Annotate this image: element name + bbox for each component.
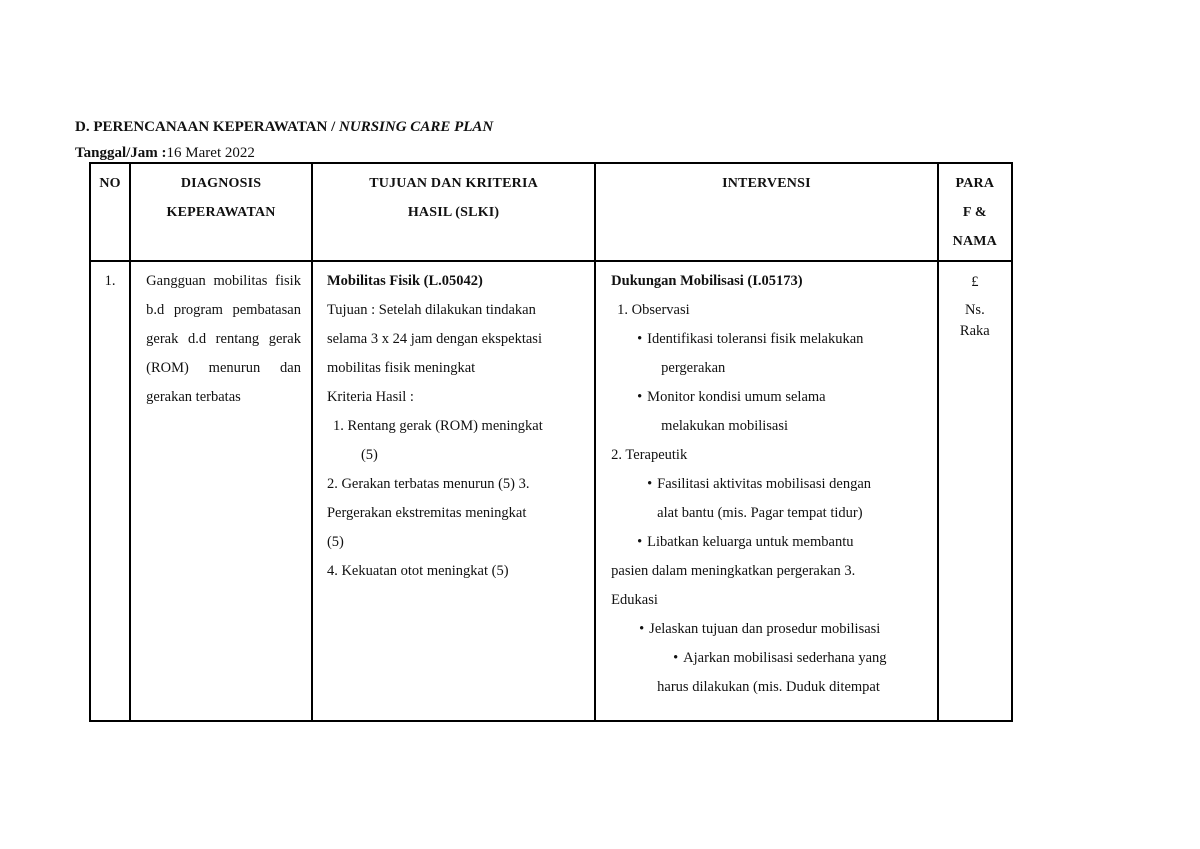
kriteria-item: 2. Gerakan terbatas menurun (5) 3. <box>326 476 530 492</box>
intervensi-title: Dukungan Mobilisasi (I.05173) <box>611 273 803 289</box>
bullet-text: Libatkan keluarga untuk membantu <box>647 534 854 550</box>
bullet-icon: • <box>637 389 643 405</box>
tujuan-text-line: Tujuan : Setelah dilakukan tindakan <box>326 302 536 318</box>
tujuan-text-line: mobilitas fisik meningkat <box>326 360 476 376</box>
intervensi-section-edukasi: Edukasi <box>611 592 658 608</box>
bullet-text: Jelaskan tujuan dan prosedur mobilisasi <box>649 621 881 637</box>
bullet-icon: • <box>637 331 643 347</box>
kriteria-label: Kriteria Hasil : <box>326 389 414 405</box>
kriteria-item: 1. Rentang gerak (ROM) meningkat <box>332 418 543 434</box>
bullet-text: pasien dalam meningkatkan pergerakan 3. <box>611 563 856 579</box>
bullet-text: melakukan mobilisasi <box>661 418 789 434</box>
kriteria-item: (5) <box>326 534 344 550</box>
section-heading <box>75 119 493 136</box>
diagnosis-text: Gangguan mobilitas fisik b.d program pembatasan gerak d.d rentang gerak (ROM) menurun dan gerakan terbatas <box>146 273 301 405</box>
date-value: 16 Maret 2022 <box>166 145 255 161</box>
intervensi-section-observasi: 1. Observasi <box>617 302 690 318</box>
bullet-text: alat bantu (mis. Pagar tempat tidur) <box>657 505 863 521</box>
cell-paraf <box>938 261 1012 721</box>
header-paraf-line-2: F & <box>962 205 987 220</box>
nursing-care-plan-table <box>89 162 1013 722</box>
row-number: 1. <box>104 273 116 289</box>
header-diagnosis-line-1: DIAGNOSIS <box>180 176 262 191</box>
bullet-text: Identifikasi toleransi fisik melakukan <box>647 331 864 347</box>
header-intervensi-text: INTERVENSI <box>722 176 811 191</box>
intervensi-bullet <box>611 644 930 673</box>
header-intervensi <box>595 163 937 261</box>
paraf-name-line: Ns. <box>964 302 985 318</box>
bullet-icon: • <box>637 534 643 550</box>
header-paraf-line-1: PARA <box>955 176 995 191</box>
intervensi-bullet <box>611 470 930 499</box>
heading-italic: NURSING CARE PLAN <box>339 119 494 135</box>
tujuan-title: Mobilitas Fisik (L.05042) <box>326 273 483 289</box>
bullet-text: pergerakan <box>661 360 726 376</box>
header-no <box>90 163 130 261</box>
cell-no <box>90 261 130 721</box>
bullet-icon: • <box>673 650 679 666</box>
header-tujuan-line-1: TUJUAN DAN KRITERIA <box>369 176 538 191</box>
kriteria-item: (5) <box>360 447 378 463</box>
bullet-text: Monitor kondisi umum selama <box>647 389 826 405</box>
intervensi-bullet <box>611 528 930 557</box>
intervensi-bullet <box>611 615 930 644</box>
header-diagnosis <box>130 163 312 261</box>
paraf-name-line: Raka <box>959 323 990 339</box>
cell-tujuan <box>312 261 595 721</box>
cell-diagnosis <box>130 261 312 721</box>
bullet-icon: • <box>639 621 645 637</box>
bullet-text: harus dilakukan (mis. Duduk ditempat <box>657 679 880 695</box>
intervensi-content <box>611 267 930 707</box>
kriteria-item: Pergerakan ekstremitas meningkat <box>326 505 527 521</box>
header-diagnosis-line-2: KEPERAWATAN <box>166 205 276 220</box>
bullet-text: Ajarkan mobilisasi sederhana yang <box>683 650 887 666</box>
bullet-text: Fasilitasi aktivitas mobilisasi dengan <box>657 476 872 492</box>
table-row <box>90 261 1012 721</box>
header-paraf <box>938 163 1012 261</box>
bullet-icon: • <box>647 476 653 492</box>
heading-main: D. PERENCANAAN KEPERAWATAN / <box>75 119 340 135</box>
kriteria-item: 4. Kekuatan otot meningkat (5) <box>326 563 509 579</box>
header-no-text: NO <box>99 176 121 191</box>
paraf-symbol: £ <box>971 274 979 290</box>
intervensi-bullet <box>611 383 930 412</box>
header-tujuan-line-2: HASIL (SLKI) <box>407 205 500 220</box>
date-line <box>75 145 255 162</box>
header-paraf-line-3: NAMA <box>952 234 997 249</box>
intervensi-bullet <box>611 325 930 354</box>
table-header-row <box>90 163 1012 261</box>
tujuan-text-line: selama 3 x 24 jam dengan ekspektasi <box>326 331 542 347</box>
cell-intervensi <box>595 261 937 721</box>
header-tujuan <box>312 163 595 261</box>
intervensi-section-terapeutik: 2. Terapeutik <box>611 447 688 463</box>
date-label: Tanggal/Jam : <box>75 145 167 161</box>
